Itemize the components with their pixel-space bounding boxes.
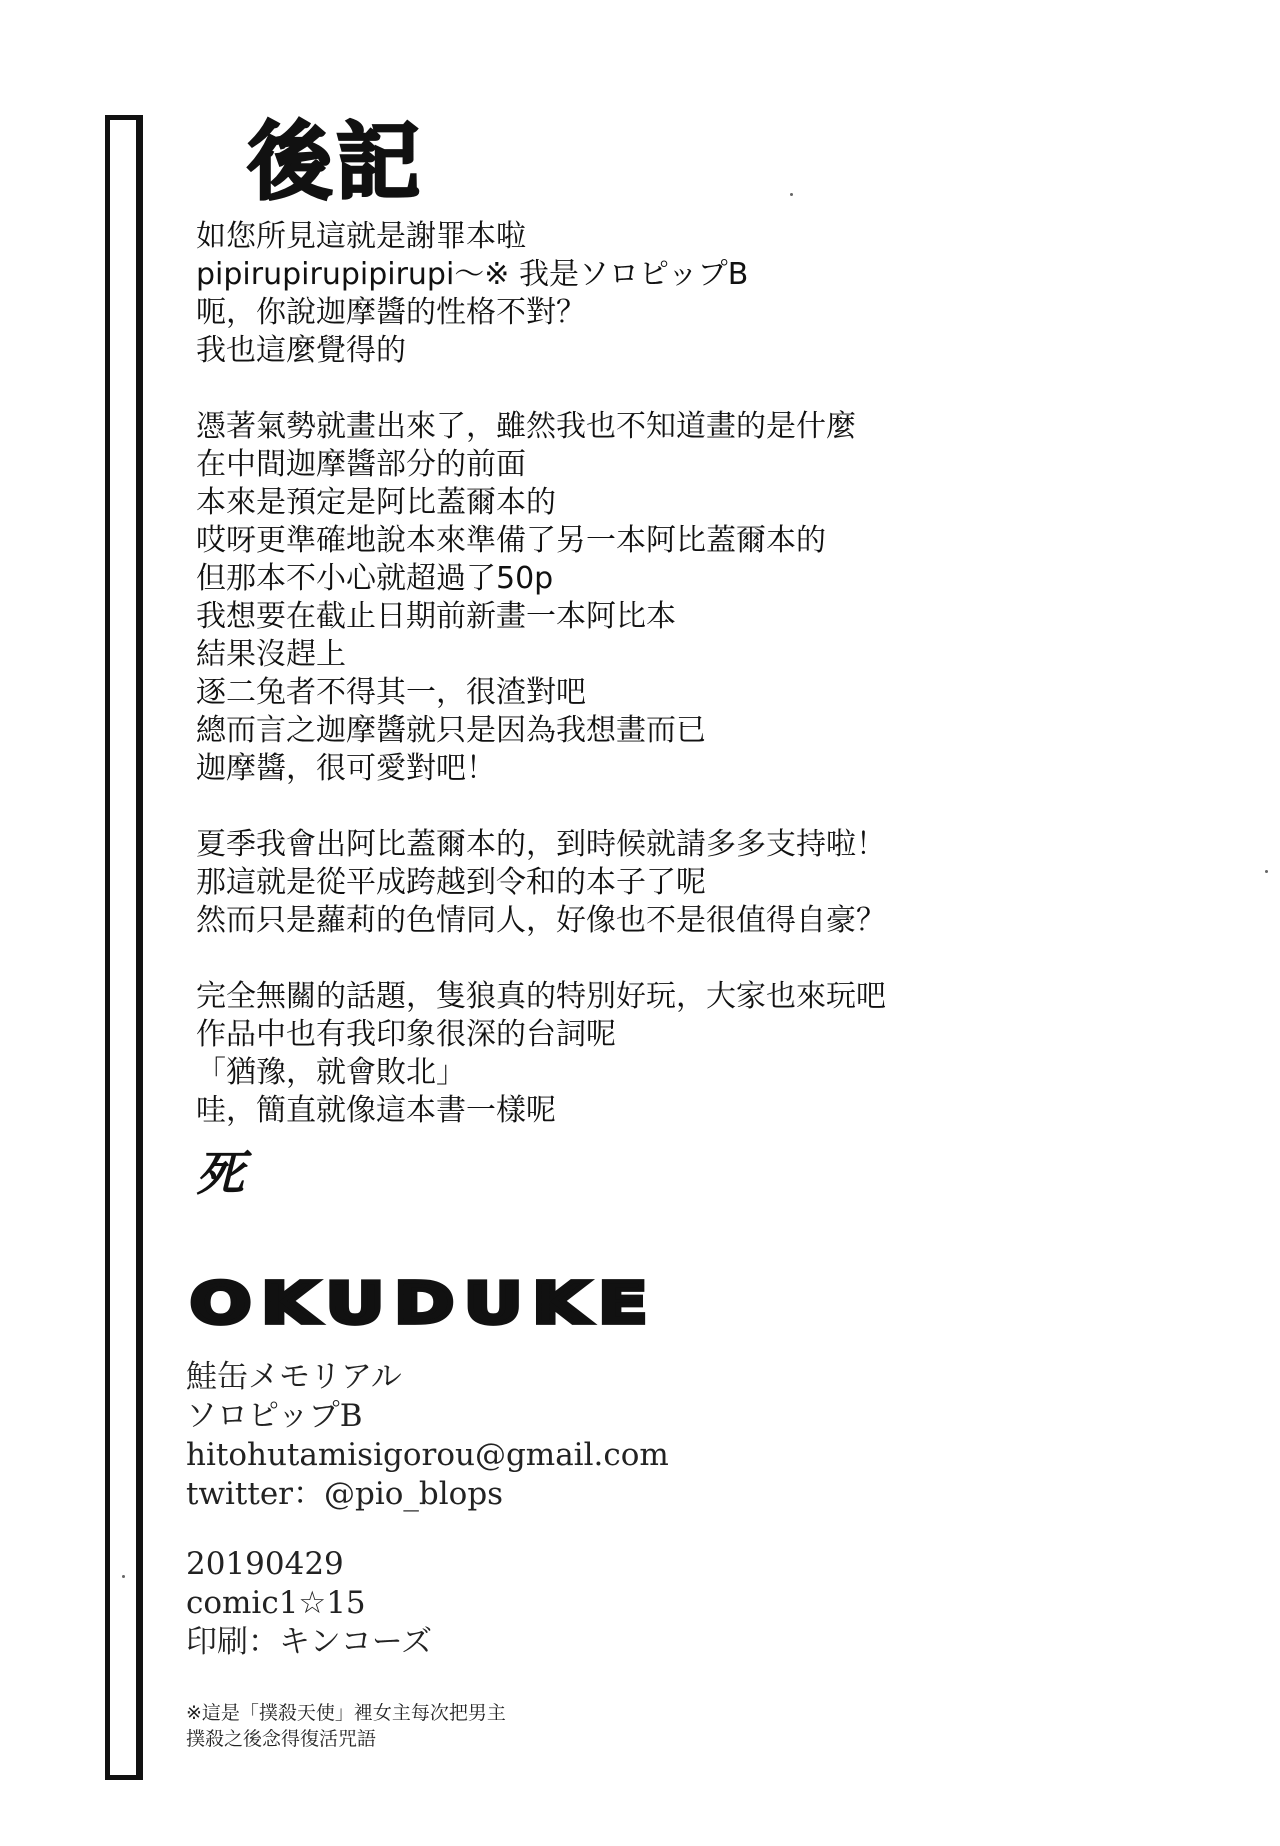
contact-email: hitohutamisigorou@gmail.com: [186, 1437, 669, 1473]
text-line: 完全無關的話題，隻狼真的特別好玩，大家也來玩吧: [196, 979, 886, 1014]
text-line: 我也這麼覺得的: [196, 333, 406, 368]
text-line: 哎呀更準確地說本來準備了另一本阿比蓋爾本的: [196, 523, 826, 558]
text-line: 總而言之迦摩醬就只是因為我想畫而已: [196, 713, 706, 748]
paragraph-3: [196, 826, 1196, 940]
colophon-info: [186, 1358, 669, 1514]
side-frame-border: [105, 115, 143, 1780]
text-line: 哇，簡直就像這本書一樣呢: [196, 1093, 556, 1128]
text-line: 如您所見這就是謝罪本啦: [196, 219, 526, 254]
text-line: 那這就是從平成跨越到令和的本子了呢: [196, 865, 706, 900]
text-line: 迦摩醬，很可愛對吧！: [196, 751, 496, 786]
footnote-line: 撲殺之後念得復活咒語: [186, 1728, 377, 1750]
print-speck: [1265, 870, 1268, 873]
release-date: 20190429: [186, 1546, 344, 1582]
text-line: pipirupirupipirupi～※ 我是ソロピップB: [196, 257, 749, 292]
paragraph-1: [196, 218, 1196, 370]
author-signature: 死: [196, 1146, 245, 1202]
printer-name: 印刷：キンコーズ: [186, 1624, 433, 1660]
text-line: 作品中也有我印象很深的台詞呢: [196, 1017, 616, 1052]
colophon-heading: OKUDUKE: [190, 1270, 658, 1336]
text-line: 然而只是蘿莉的色情同人，好像也不是很值得自豪？: [196, 903, 886, 938]
paragraph-2: [196, 408, 1196, 788]
text-line: 在中間迦摩醬部分的前面: [196, 447, 526, 482]
circle-name: 鮭缶メモリアル: [186, 1359, 402, 1395]
text-line: 我想要在截止日期前新畫一本阿比本: [196, 599, 676, 634]
print-speck: [790, 193, 793, 196]
text-line: 「猶豫，就會敗北」: [196, 1055, 466, 1090]
paragraph-4: [196, 978, 1196, 1130]
event-name: comic1☆15: [186, 1585, 366, 1621]
release-info: [186, 1545, 432, 1662]
page-title: 後記: [248, 113, 425, 211]
afterword-body: [196, 218, 1196, 1168]
author-name: ソロピップB: [186, 1398, 363, 1434]
text-line: 本來是預定是阿比蓋爾本的: [196, 485, 556, 520]
text-line: 結果沒趕上: [196, 637, 346, 672]
footnote: [186, 1700, 506, 1752]
text-line: 呃，你說迦摩醬的性格不對？: [196, 295, 586, 330]
text-line: 夏季我會出阿比蓋爾本的，到時候就請多多支持啦！: [196, 827, 886, 862]
text-line: 逐二兔者不得其一，很渣對吧: [196, 675, 586, 710]
text-line: 憑著氣勢就畫出來了，雖然我也不知道畫的是什麼: [196, 409, 856, 444]
print-speck: [122, 1575, 125, 1578]
text-line: 但那本不小心就超過了50p: [196, 561, 554, 596]
twitter-handle: twitter：@pio_blops: [186, 1476, 504, 1512]
footnote-line: ※這是「撲殺天使」裡女主每次把男主: [186, 1702, 506, 1724]
